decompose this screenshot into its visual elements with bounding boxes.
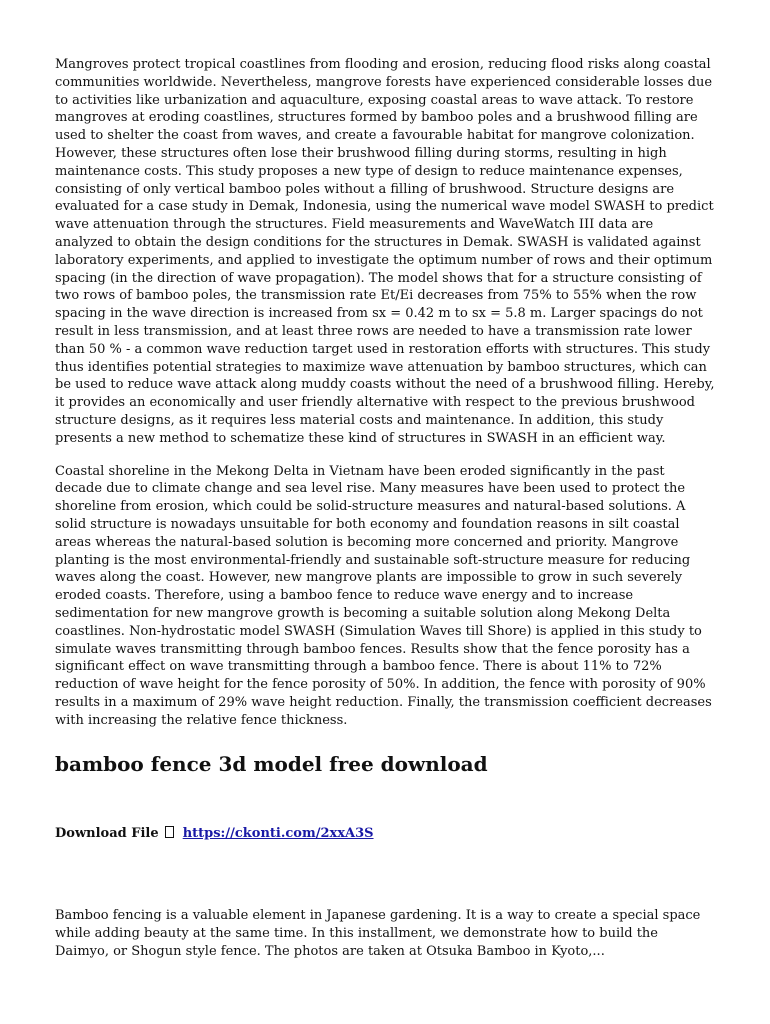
- page-heading: bamboo fence 3d model free download: [55, 752, 488, 777]
- abstract-paragraph-1: Mangroves protect tropical coastlines from flooding and erosion, reducing flood risks along coastal communities worldwide. Nevertheless, mangrove forests have experienced considerable losses due to activities like urbanization and aquaculture, exposing coastal areas to wave attack. To restore mangroves at eroding coastlines, structures formed by bamboo poles and a brushwood filling are used to shelter the coast from waves, and create a favourable habitat for mangrove colonization. However, these structures often lose their brushwood filling during storms, resulting in high maintenance costs. This study proposes a new type of design to reduce maintenance expenses, consisting of only vertical bamboo poles without a filling of brushwood. Structure designs are evaluated for a case study in Demak, Indonesia, using the numerical wave model SWASH to predict wave attenuation through the structures. Field measurements and WaveWatch III data are analyzed to obtain the design conditions for the structures in Demak. SWASH is validated against laboratory experiments, and applied to investigate the optimum number of rows and their optimum spacing (in the direction of wave propagation). The model shows that for a structure consisting of two rows of bamboo poles, the transmission rate Et/Ei decreases from 75% to 55% when the row spacing in the wave direction is increased from sx = 0.42 m to sx = 5.8 m. Larger spacings do not result in less transmission, and at least three rows are needed to have a transmission rate lower than 50 % - a common wave reduction target used in restoration efforts with structures. This study thus identifies potential strategies to maximize wave attenuation by bamboo structures, which can be used to reduce wave attack along muddy coasts without the need of a brushwood filling. Hereby, it provides an economically and user friendly alternative with respect to the previous brushwood structure designs, as it requires less material costs and maintenance. In addition, this study presents a new method to schematize these kind of structures in SWASH in an efficient way.: [55, 57, 715, 446]
- description-paragraph: Bamboo fencing is a valuable element in Japanese gardening. It is a way to create a special space while adding beauty at the same time. In this installment, we demonstrate how to build the Daimyo, or Shogun style fence. The photos are taken at Otsuka Bamboo in Kyoto,...: [55, 908, 701, 960]
- download-link[interactable]: https://ckonti.com/2xxA3S: [182, 826, 374, 842]
- missing-glyph-box-icon: [165, 826, 174, 838]
- abstract-paragraph-2: Coastal shoreline in the Mekong Delta in Vietnam have been eroded significantly in the past decade due to climate change and sea level rise. Many measures have been used to protect the shoreline from erosion, which could be solid-structure measures and natural-based solutions. A solid structure is nowadays unsuitable for both economy and foundation reasons in silt coastal areas whereas the natural-based solution is becoming more concerned and priority. Mangrove planting is the most environmental-friendly and sustainable soft-structure measure for reducing waves along the coast. However, new mangrove plants are impossible to grow in such severely eroded coasts. Therefore, using a bamboo fence to reduce wave energy and to increase sedimentation for new mangrove growth is becoming a suitable solution along Mekong Delta coastlines. Non-hydrostatic model SWASH (Simulation Waves till Shore) is applied in this study to simulate waves transmitting through bamboo fences. Results show that the fence porosity has a significant effect on wave transmitting through a bamboo fence. There is about 11% to 72% reduction of wave height for the fence porosity of 50%. In addition, the fence with porosity of 90% results in a maximum of 29% wave height reduction. Finally, the transmission coefficient decreases with increasing the relative fence thickness.: [55, 463, 712, 728]
- document-page: [55, 56, 715, 961]
- download-label: Download File: [55, 826, 159, 842]
- download-line: [55, 825, 715, 843]
